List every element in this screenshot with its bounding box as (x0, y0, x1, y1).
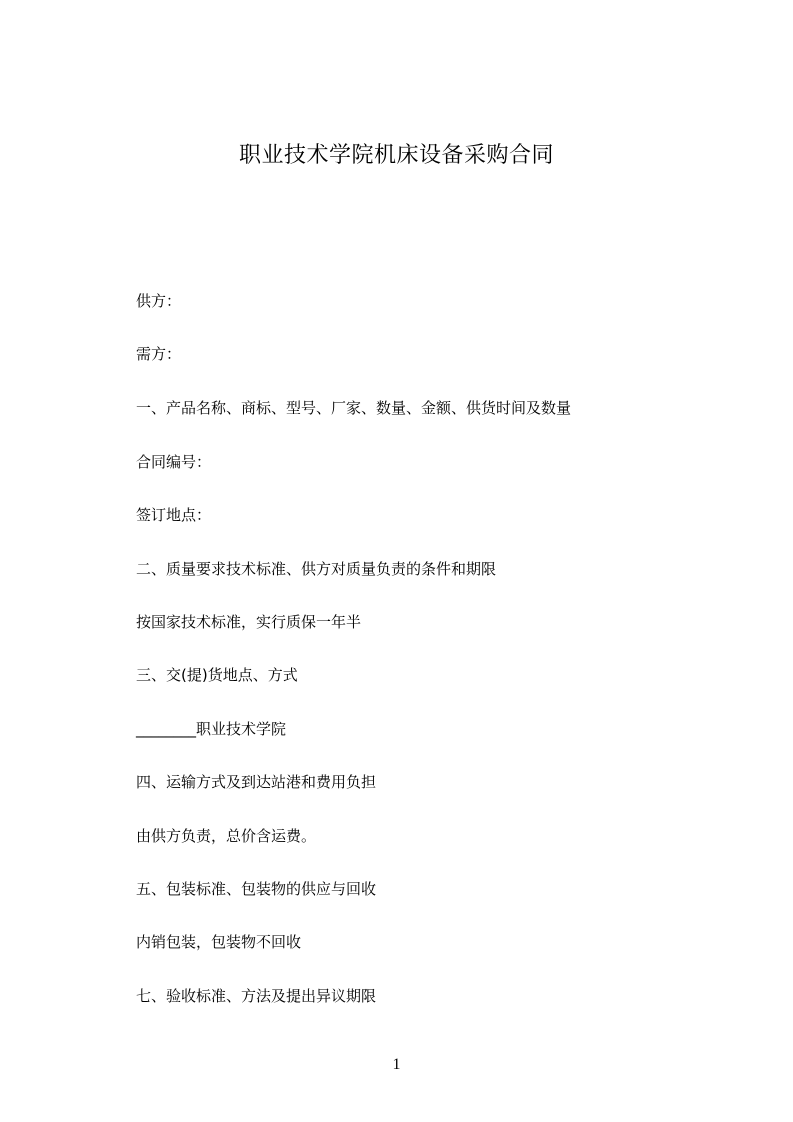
section-2-content: 按国家技术标准，实行质保一年半 (136, 613, 362, 631)
section-7-heading: 七、验收标准、方法及提出异议期限 (136, 987, 377, 1005)
section-5-content: 内销包装，包装物不回收 (136, 933, 302, 951)
signing-place-line: 签订地点： (136, 506, 212, 524)
section-1-heading: 一、产品名称、商标、型号、厂家、数量、金额、供货时间及数量 (136, 399, 572, 417)
section-5-heading: 五、包装标准、包装物的供应与回收 (136, 880, 377, 898)
section-4-heading: 四、运输方式及到达站港和费用负担 (136, 773, 377, 791)
section-3-content: ________职业技术学院 (136, 720, 287, 738)
section-2-heading: 二、质量要求技术标准、供方对质量负责的条件和期限 (136, 560, 497, 578)
section-3-heading: 三、交(提)货地点、方式 (136, 666, 298, 684)
contract-title: 职业技术学院机床设备采购合同 (238, 143, 554, 168)
page-number: 1 (392, 1056, 401, 1073)
supplier-line: 供方： (136, 292, 182, 310)
section-4-content: 由供方负责，总价含运费。 (136, 827, 317, 845)
contract-number-line: 合同编号： (136, 453, 212, 471)
buyer-line: 需方： (136, 345, 182, 363)
